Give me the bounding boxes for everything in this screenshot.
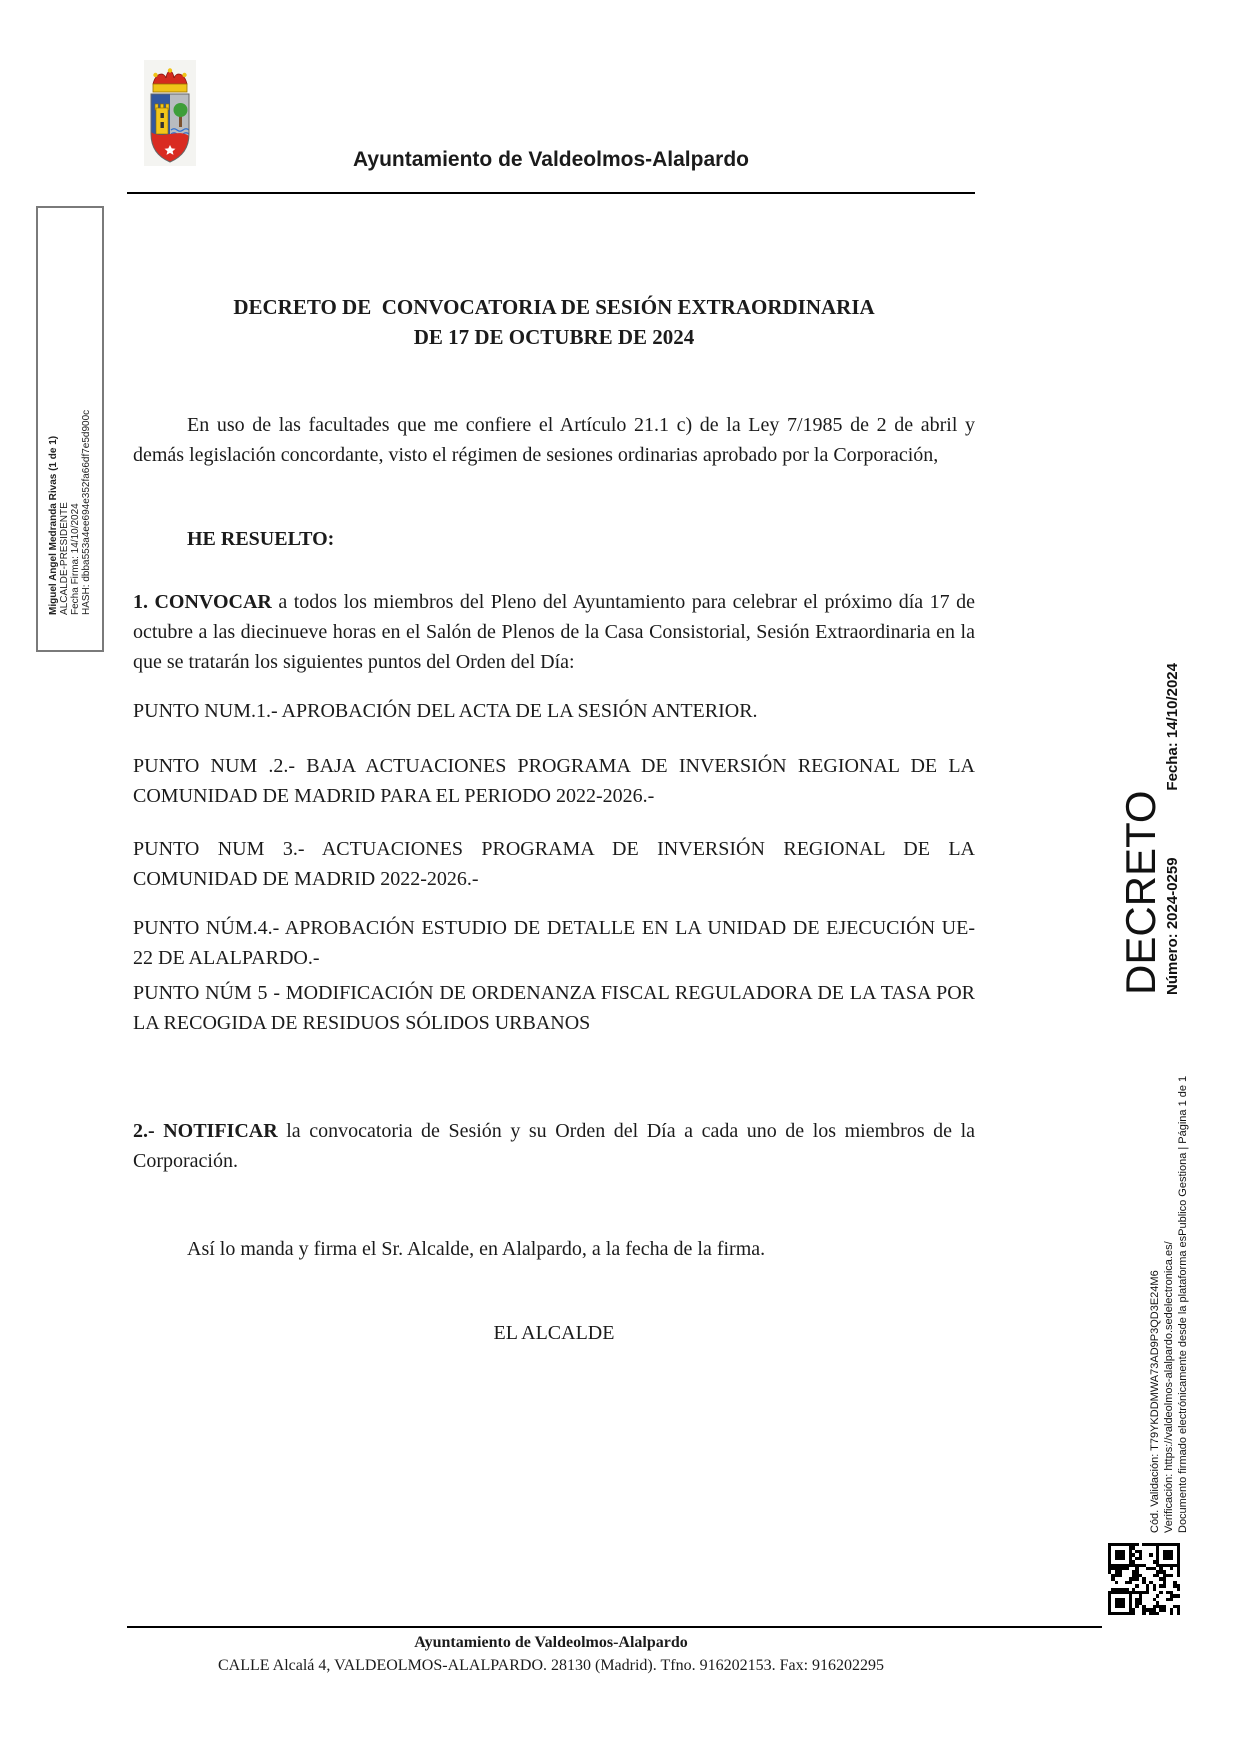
item-1-label: 1. CONVOCAR bbox=[133, 591, 272, 613]
item-1-text: a todos los miembros del Pleno del Ayuntamiento para celebrar el próximo día 17 de octubre a las diecinueve horas en el Salón de Plenos de la Casa Consistorial, Sesión Extraordinaria en la que se tratarán los siguientes puntos del Orden del Día: bbox=[133, 591, 975, 673]
doc-number-date-side-label bbox=[1164, 663, 1182, 995]
agenda-item-3: PUNTO NUM 3.- ACTUACIONES PROGRAMA DE INVERSIÓN REGIONAL DE LA COMUNIDAD DE MADRID 2022-2026.- bbox=[133, 838, 975, 890]
agenda-item-4: PUNTO NÚM.4.- APROBACIÓN ESTUDIO DE DETALLE EN LA UNIDAD DE EJECUCIÓN UE-22 DE ALALPARDO.- bbox=[133, 917, 975, 969]
page-header-title: Ayuntamiento de Valdeolmos-Alalpardo bbox=[353, 148, 749, 171]
signature-title: EL ALCALDE bbox=[493, 1322, 615, 1344]
intro-paragraph: En uso de las facultades que me confiere el Artículo 21.1 c) de la Ley 7/1985 de 2 de abril y demás legislación concordante, visto el régimen de sesiones ordinarias aprobado por la Corporación, bbox=[133, 414, 975, 466]
item-2-text: la convocatoria de Sesión y su Orden del Día a cada uno de los miembros de la Corporación. bbox=[133, 1120, 975, 1172]
signature-hash: HASH: dbba553a4ee694e352fa66df7e5d900c bbox=[81, 409, 92, 615]
doc-type-side-label: DECRETO bbox=[1117, 790, 1164, 995]
item-1-convocar bbox=[133, 587, 975, 677]
validation-signed-note: Documento firmado electrónicamente desde la plataforma esPublico Gestiona | Página 1 de 1 bbox=[1177, 1075, 1189, 1533]
signer-name: Miguel Angel Medranda Rivas (1 de 1) bbox=[48, 435, 59, 615]
agenda-item-1: PUNTO NUM.1.- APROBACIÓN DEL ACTA DE LA SESIÓN ANTERIOR. bbox=[133, 700, 758, 722]
doc-number: Número: 2024-0259 bbox=[1164, 857, 1181, 995]
resolution-heading: HE RESUELTO: bbox=[187, 528, 335, 550]
qr-code bbox=[1108, 1543, 1180, 1615]
signature-date: Fecha Firma: 14/10/2024 bbox=[70, 503, 81, 615]
signer-role: ALCALDE-PRESIDENTE bbox=[59, 502, 70, 615]
validation-side-text bbox=[1148, 965, 1192, 1533]
footer-divider bbox=[127, 1626, 1102, 1628]
agenda-item-2: PUNTO NUM .2.- BAJA ACTUACIONES PROGRAMA DE INVERSIÓN REGIONAL DE LA COMUNIDAD DE MADRID PARA EL PERIODO 2022-2026.- bbox=[133, 755, 975, 807]
header-divider bbox=[127, 192, 975, 194]
validation-code: Cód. Validación: T79YKDDMWA73AD9P3QD3E24M6 bbox=[1149, 1270, 1161, 1533]
agenda-item-5: PUNTO NÚM 5 - MODIFICACIÓN DE ORDENANZA FISCAL REGULADORA DE LA TASA POR LA RECOGIDA DE RESIDUOS SÓLIDOS URBANOS bbox=[133, 982, 975, 1034]
footer-municipality-name: Ayuntamiento de Valdeolmos-Alalpardo bbox=[414, 1634, 688, 1651]
doc-date: Fecha: 14/10/2024 bbox=[1164, 663, 1181, 791]
validation-url: Verificación: https://valdeolmos-alalpardo.sedelectronica.es/ bbox=[1163, 1241, 1175, 1533]
footer-address: CALLE Alcalá 4, VALDEOLMOS-ALALPARDO. 28130 (Madrid). Tfno. 916202153. Fax: 916202295 bbox=[217, 1657, 885, 1674]
item-2-label: 2.- NOTIFICAR bbox=[133, 1120, 278, 1142]
closing-paragraph: Así lo manda y firma el Sr. Alcalde, en Alalpardo, a la fecha de la firma. bbox=[187, 1238, 766, 1260]
item-2-notificar bbox=[133, 1116, 975, 1176]
document-title: DECRETO DE CONVOCATORIA DE SESIÓN EXTRAORDINARIA DE 17 DE OCTUBRE DE 2024 bbox=[233, 295, 875, 349]
signature-stamp-text bbox=[48, 360, 92, 615]
